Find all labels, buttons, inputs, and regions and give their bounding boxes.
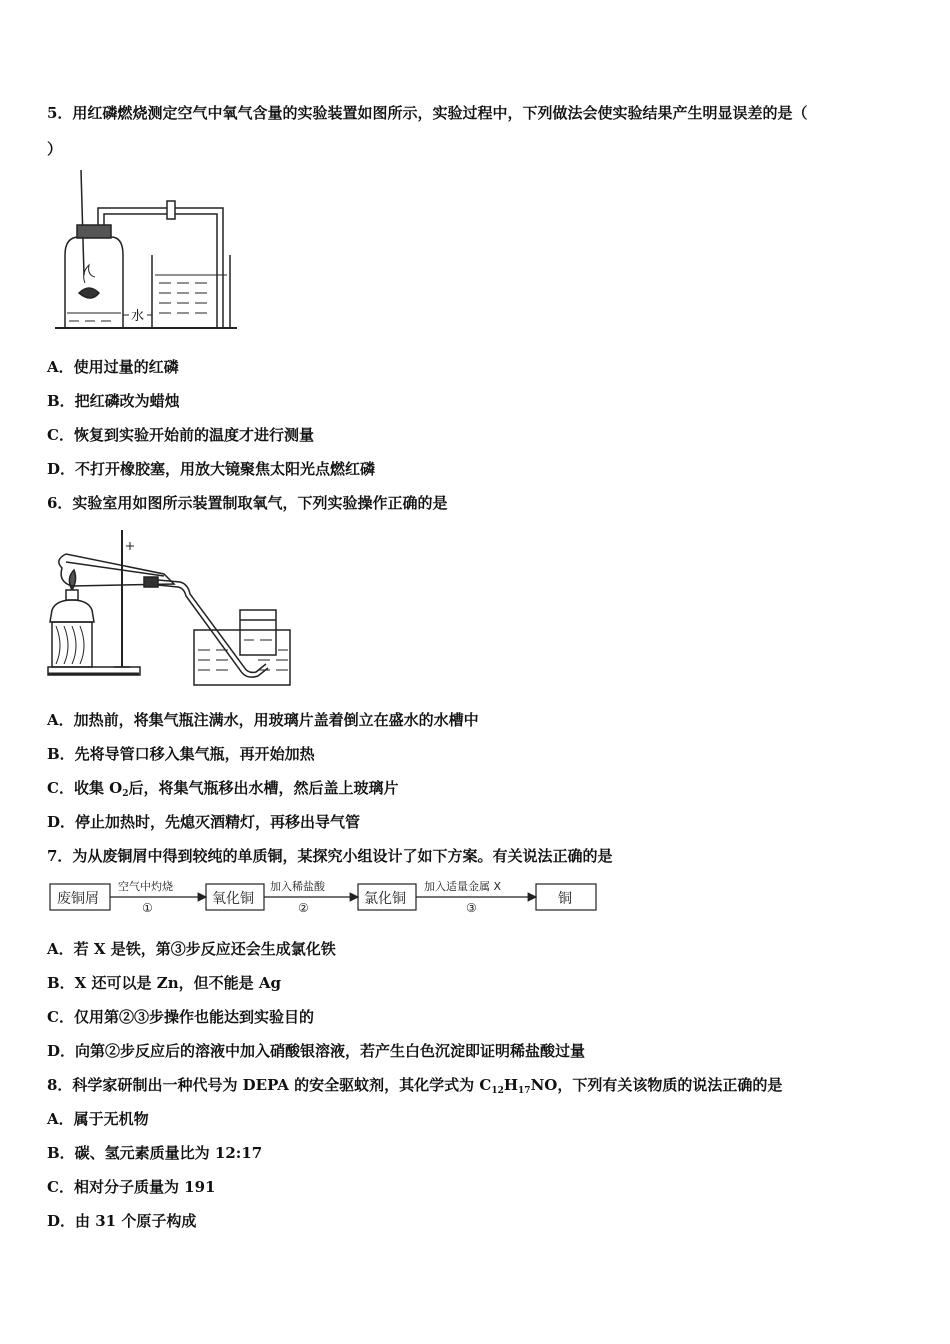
q7-option-b: B．X 还可以是 Zn，但不能是 Ag: [47, 974, 281, 992]
q6-apparatus-figure: [44, 522, 299, 687]
q6-option-a: A．加热前，将集气瓶注满水，用玻璃片盖着倒立在盛水的水槽中: [47, 711, 479, 729]
flow-step-1-num: ①: [142, 901, 153, 915]
q5-option-a: A．使用过量的红磷: [47, 358, 179, 376]
q7-flow-diagram: [48, 876, 600, 918]
flow-box-3-label: 氯化铜: [364, 891, 406, 907]
q6-stem: 6．实验室用如图所示装置制取氧气，下列实验操作正确的是: [47, 494, 448, 512]
q7-option-c: C．仅用第②③步操作也能达到实验目的: [47, 1008, 314, 1026]
flow-box-4-label: 铜: [558, 891, 572, 907]
flow-step-3-num: ③: [466, 901, 477, 915]
q5-apparatus-figure: [55, 165, 240, 335]
q6-option-d: D．停止加热时，先熄灭酒精灯，再移出导气管: [47, 813, 361, 831]
flow-box-2-label: 氧化铜: [212, 891, 254, 907]
q6-option-c: C．收集 $O_2$后，将集气瓶移出水槽，然后盖上玻璃片: [47, 779, 399, 799]
flow-step-2-num: ②: [298, 901, 309, 915]
q8-option-a: A．属于无机物: [47, 1110, 149, 1128]
q8-option-b: B．碳、氢元素质量比为 12:17: [47, 1144, 263, 1162]
q5-stem: 5．用红磷燃烧测定空气中氧气含量的实验装置如图所示，实验过程中，下列做法会使实验结果产生明显误差的是（: [47, 104, 808, 122]
flow-step-3-condition: 加入适量金属 X: [424, 880, 502, 893]
q8-option-c: C．相对分子质量为 191: [47, 1178, 216, 1196]
q5-stem-end: ）: [47, 140, 63, 158]
q7-stem: 7．为从废铜屑中得到较纯的单质铜，某探究小组设计了如下方案。有关说法正确的是: [47, 847, 613, 865]
flow-step-1-condition: 空气中灼烧: [118, 880, 173, 893]
q7-option-d: D．向第②步反应后的溶液中加入硝酸银溶液，若产生白色沉淀即证明稀盐酸过量: [47, 1042, 586, 1060]
flow-step-2-condition: 加入稀盐酸: [270, 880, 325, 893]
flow-box-1-label: 废铜屑: [57, 891, 99, 907]
q8-stem: 8．科学家研制出一种代号为 DEPA 的安全驱蚊剂，其化学式为 $C_{12}H_{17}NO$，下列有关该物质的说法正确的是: [47, 1076, 783, 1096]
q5-option-b: B．把红磷改为蜡烛: [47, 392, 180, 410]
q5-option-c: C．恢复到实验开始前的温度才进行测量: [47, 426, 314, 444]
q5-water-label: 水: [131, 309, 145, 324]
q7-option-a: A．若 X 是铁，第③步反应还会生成氯化铁: [47, 940, 336, 958]
q6-option-b: B．先将导管口移入集气瓶，再开始加热: [47, 745, 315, 763]
q5-option-d: D．不打开橡胶塞，用放大镜聚焦太阳光点燃红磷: [47, 460, 376, 478]
q8-option-d: D．由 31 个原子构成: [47, 1212, 197, 1230]
